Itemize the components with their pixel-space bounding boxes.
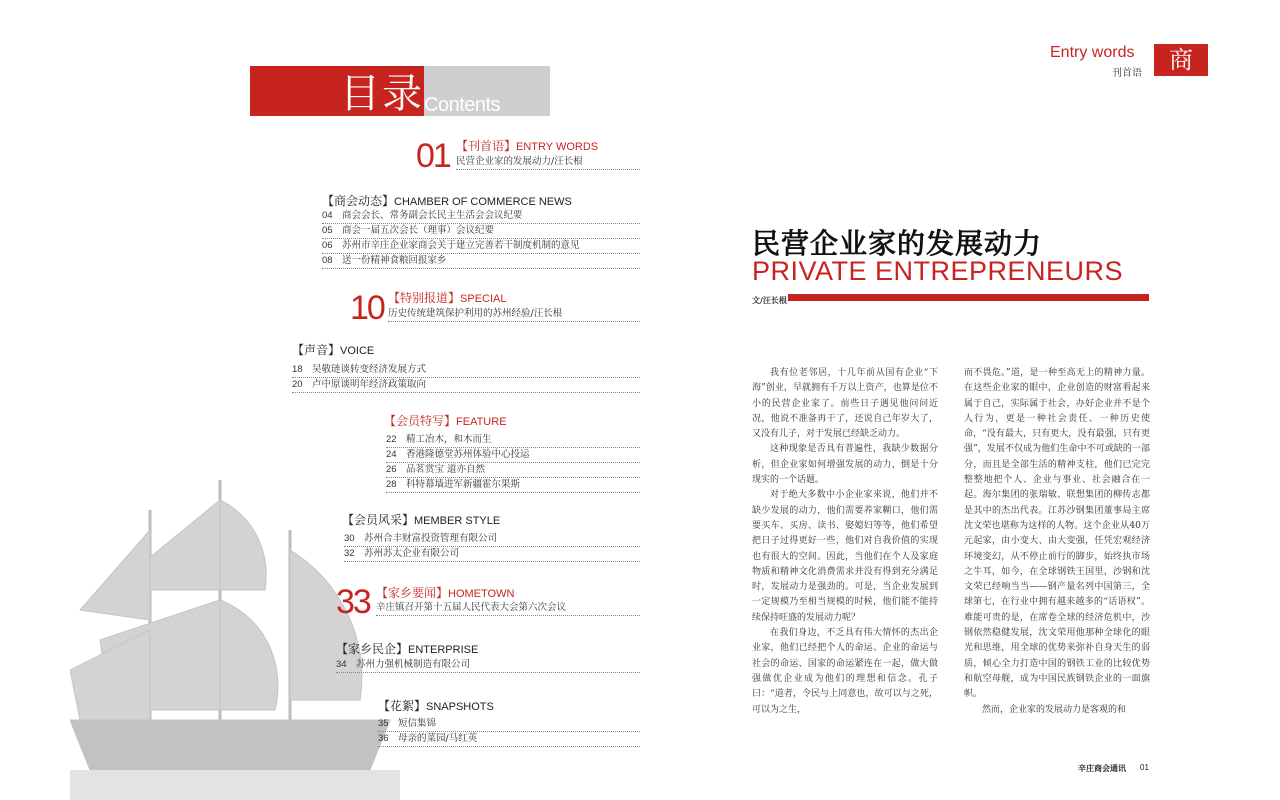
paragraph: 对于绝大多数中小企业家来说，他们并不缺少发展的动力，他们需要养家糊口，他们需要买车、买房、读书、娶媳妇等等，他们希望把日子过得更好一些，他们对自我价值的实现也有很大的空间。因此，当他们在个人及家庭物质和精神文化消费需求并没有得到充分满足时，发展动力是强劲的。可是，当企业发展到一定规模乃至相当规模的时候，他们能不能持续保持旺盛的发展动力呢？ (752, 490, 938, 623)
toc-entry[interactable] (322, 238, 640, 254)
toc-entry-page: 05 (322, 225, 333, 236)
section-heading-entry-words[interactable] (456, 139, 598, 154)
title-rule (788, 294, 1149, 301)
section-label: 【家乡民企】 (336, 642, 409, 656)
section-label: 【特别报道】 (388, 291, 461, 305)
section-heading-chamber-news[interactable] (322, 194, 572, 209)
paragraph: 这种现象是否具有普遍性，我缺少数据分析，但企业家如何增强发展的动力，倒是十分现实的一个话题。 (752, 444, 938, 486)
toc-entry[interactable] (456, 154, 640, 170)
section-label-en: ENTRY WORDS (516, 141, 599, 153)
toc-entry-title: 历史传统建筑保护利用的苏州经验/汪长根 (388, 308, 563, 319)
toc-entry-page: 20 (292, 379, 303, 390)
toc-entry[interactable] (386, 447, 640, 463)
toc-entry[interactable] (386, 462, 640, 478)
toc-entry-page: 28 (386, 479, 397, 490)
section-number: 01 (416, 137, 450, 175)
section-heading-hometown[interactable] (376, 586, 514, 601)
article-subtitle: PRIVATE ENTREPRENEURS (752, 256, 1124, 286)
section-heading-snapshots[interactable] (378, 699, 494, 714)
article-column-2 (964, 366, 1150, 718)
toc-entry-page: 24 (386, 449, 397, 460)
section-label-en: HOMETOWN (448, 588, 515, 600)
toc-entry[interactable] (386, 432, 640, 448)
toc-entry-page: 04 (322, 210, 333, 221)
toc-entry[interactable] (336, 657, 640, 673)
toc-entry-title: 吴敬琏谈转变经济发展方式 (312, 364, 427, 375)
toc-entry-title: 商会一届五次会长（理事）会议纪要 (342, 225, 495, 236)
toc-entry-page: 26 (386, 464, 397, 475)
article-column-1 (752, 366, 938, 718)
toc-entry[interactable] (322, 208, 640, 224)
section-label: 【商会动态】 (322, 194, 395, 208)
toc-entry-title: 苏州力强机械制造有限公司 (356, 659, 471, 670)
toc-entry-page: 30 (344, 533, 355, 544)
section-header-en: Entry words (1050, 44, 1135, 61)
section-heading-feature[interactable] (384, 414, 507, 429)
paragraph: 然而，企业家的发展动力是客观的和 (982, 704, 1127, 715)
section-number: 10 (350, 289, 384, 327)
toc-entry-title: 香港隆德堂苏州体验中心投运 (406, 449, 530, 460)
section-label-en: CHAMBER OF COMMERCE NEWS (394, 196, 572, 208)
toc-entry-title: 民营企业家的发展动力/汪长根 (456, 156, 583, 167)
toc-entry[interactable] (386, 477, 640, 493)
toc-entry-title: 卢中原谈明年经济政策取向 (312, 379, 427, 390)
section-label-en: ENTERPRISE (408, 644, 479, 656)
toc-entry[interactable] (322, 223, 640, 239)
toc-entry-page: 34 (336, 659, 347, 670)
toc-entry-title: 品茗赏宝 道亦自然 (406, 464, 486, 475)
toc-entry-title: 辛庄镇召开第十五届人民代表大会第六次会议 (376, 602, 567, 613)
section-heading-voice[interactable] (292, 343, 374, 358)
toc-entry-title: 科特幕墙进军新疆霍尔果斯 (406, 479, 521, 490)
toc-entry[interactable] (378, 716, 640, 732)
section-label: 【刊首语】 (456, 139, 517, 153)
article-title: 民营企业家的发展动力 (752, 227, 1043, 260)
article-author: 文/汪长根 (752, 296, 787, 305)
logo-glyph: 商 (1154, 44, 1208, 76)
section-label: 【会员特写】 (384, 414, 457, 428)
footer-magazine-name: 辛庄商会通讯 (1078, 764, 1126, 773)
toc-entry-title: 母亲的菜园/马红英 (398, 733, 478, 744)
toc-entry-page: 36 (378, 733, 389, 744)
toc-entry-title: 苏州苏太企业有限公司 (364, 548, 460, 559)
toc-entry-title: 苏州合丰财富投资管理有限公司 (364, 533, 498, 544)
section-label: 【花絮】 (378, 699, 427, 713)
toc-entry-page: 08 (322, 255, 333, 266)
section-label: 【声音】 (292, 343, 341, 357)
toc-entry-title: 短信集锦 (398, 718, 437, 729)
section-label-en: VOICE (340, 345, 375, 357)
toc-entry-page: 35 (378, 718, 389, 729)
toc-entry-page: 06 (322, 240, 333, 251)
paragraph: 我有位老邻居，十几年前从国有企业“下海”创业，早就拥有千万以上资产，也算是位不小的民营企业家了。前些日子遇见他问问近况，他说不准备再干了，还说自己年岁大了，又没有儿子，对于发展已经缺乏动力。 (752, 368, 938, 440)
section-label: 【会员风采】 (342, 513, 415, 527)
toc-entry-title: 苏州市辛庄企业家商会关于建立完善若干制度机制的意见 (342, 240, 580, 251)
section-label: 【家乡要闻】 (376, 586, 449, 600)
section-label-en: SPECIAL (460, 293, 507, 305)
section-header-cn: 刊首语 (1112, 68, 1142, 79)
toc-entry[interactable] (378, 731, 640, 747)
toc-entry-page: 32 (344, 548, 355, 559)
toc-entry[interactable] (292, 362, 640, 378)
toc-entry[interactable] (322, 253, 640, 269)
section-heading-member-style[interactable] (342, 513, 500, 528)
toc-entry[interactable] (388, 306, 640, 322)
toc-entry-title: 送一份精神食粮回报家乡 (342, 255, 447, 266)
toc-entry-page: 18 (292, 364, 303, 375)
toc-title-en: Contents (424, 94, 501, 116)
toc-entry-page: 22 (386, 434, 397, 445)
paragraph: 在我们身边，不乏具有伟大情怀的杰出企业家，他们已经把个人的命运、企业的命运与社会的命运、国家的命运紧连在一起，做大做强做优企业成为他们的理想和信念。孔子曰：“道者，令民与上同意也，故可以与之死，可以为之生， (752, 628, 938, 715)
paragraph: 而不畏危。”道，是一种至高无上的精神力量。在这些企业家的眼中，企业创造的财富看起来属于自己，实际属于社会，办好企业并不是个人行为，更是一种社会责任、一种历史使命，“没有最大，只有更大，没有最强，只有更强”，发展不仅成为他们生命中不可或缺的一部分，而且是全部生活的精神支柱，他们已完完整整地把个人、企业与事业、社会融合在一起。海尔集团的张瑞敏、联想集团的柳传志都是其中的杰出代表。江苏沙钢集团董事局主席沈文荣也堪称为这样的人物。这个企业从40万元起家，由小变大、由大变强，任凭宏观经济环境变幻，从不停止前行的脚步，始终执市场之牛耳，如今，在全球钢铁王国里，沙钢和沈文荣已经响当当——钢产量名列中国第三，全球第七，在行业中拥有越来越多的“话语权”。难能可贵的是，在席卷全球的经济危机中，沙钢依然稳健发展，沈文荣用他那种全球化的眼光和思维，用全球的优势来弥补自身天生的弱质，倾心全力打造中国的钢铁工业的比较优势和航空母舰，成为中国民族钢铁企业的一面旗帜。 (964, 368, 1150, 700)
toc-entry[interactable] (344, 546, 640, 562)
section-heading-enterprise[interactable] (336, 642, 478, 657)
toc-title: 目录 (340, 71, 424, 117)
section-label-en: MEMBER STYLE (414, 515, 501, 527)
section-label-en: SNAPSHOTS (426, 701, 494, 713)
toc-entry[interactable] (292, 377, 640, 393)
toc-entry-title: 商会会长、常务副会长民主生活会会议纪要 (342, 210, 523, 221)
section-heading-special[interactable] (388, 291, 506, 306)
section-number: 33 (336, 583, 370, 621)
toc-entry-title: 精工冶木，和木而生 (406, 434, 492, 445)
toc-entry[interactable] (376, 600, 640, 616)
footer-page-number: 01 (1140, 763, 1149, 772)
section-label-en: FEATURE (456, 416, 507, 428)
toc-entry[interactable] (344, 531, 640, 547)
